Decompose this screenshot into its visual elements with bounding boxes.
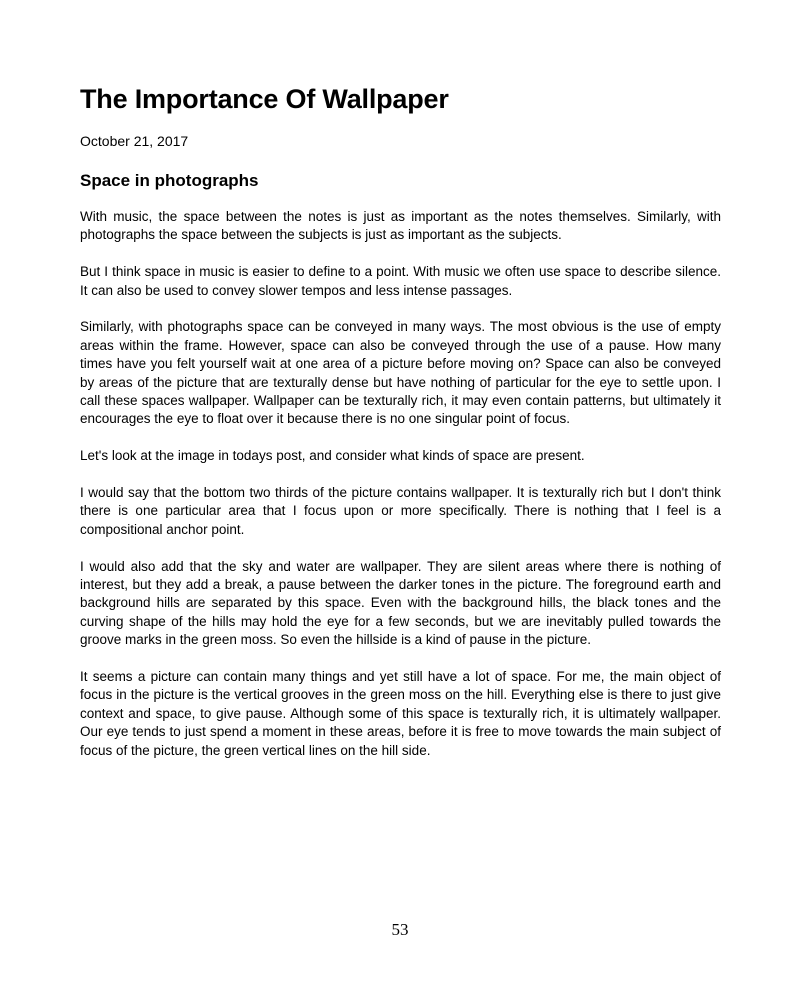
- paragraph: Similarly, with photographs space can be conveyed in many ways. The most obvious is the use of empty areas within the frame. However, space can also be conveyed through the use of a pause. How many times have you felt yourself wait at one area of a picture before moving on? Space can also be conveyed by areas of the picture that are texturally dense but have nothing of particular for the eye to settle upon. I call these spaces wallpaper. Wallpaper can be texturally rich, it may even contain patterns, but ultimately it encourages the eye to float over it because there is no one singular point of focus.: [80, 319, 721, 427]
- article-title: The Importance Of Wallpaper: [80, 84, 449, 114]
- article-date: October 21, 2017: [80, 133, 189, 149]
- paragraph: But I think space in music is easier to define to a point. With music we often use space to describe silence. It can also be used to convey slower tempos and less intense passages.: [80, 264, 721, 298]
- paragraph: I would say that the bottom two thirds of the picture contains wallpaper. It is texturally rich but I don't think there is one particular area that I focus upon or more specifically. There is nothing that I feel is a compositional anchor point.: [80, 485, 721, 537]
- paragraph: Let's look at the image in todays post, and consider what kinds of space are present.: [80, 448, 585, 464]
- paragraph: With music, the space between the notes is just as important as the notes themselves. Similarly, with photographs the space between the subjects is just as important as the subjects.: [80, 209, 721, 243]
- article-body: [80, 208, 721, 760]
- section-heading: Space in photographs: [80, 171, 259, 190]
- page-number: 53: [391, 920, 409, 939]
- paragraph: It seems a picture can contain many things and yet still have a lot of space. For me, the main object of focus in the picture is the vertical grooves in the green moss on the hill. Everything else is there to just give context and space, to give pause. Although some of this space is texturally rich, it is ultimately wallpaper. Our eye tends to just spend a moment in these areas, before it is free to move towards the main subject of focus of the picture, the green vertical lines on the hill side.: [80, 669, 721, 758]
- paragraph: I would also add that the sky and water are wallpaper. They are silent areas where there is nothing of interest, but they add a break, a pause between the darker tones in the picture. The foreground earth and background hills are separated by this space. Even with the background hills, the black tones and the curving shape of the hills may hold the eye for a few seconds, but we are inevitably pulled towards the groove marks in the green moss. So even the hillside is a kind of pause in the picture.: [80, 558, 721, 648]
- article: [80, 82, 721, 778]
